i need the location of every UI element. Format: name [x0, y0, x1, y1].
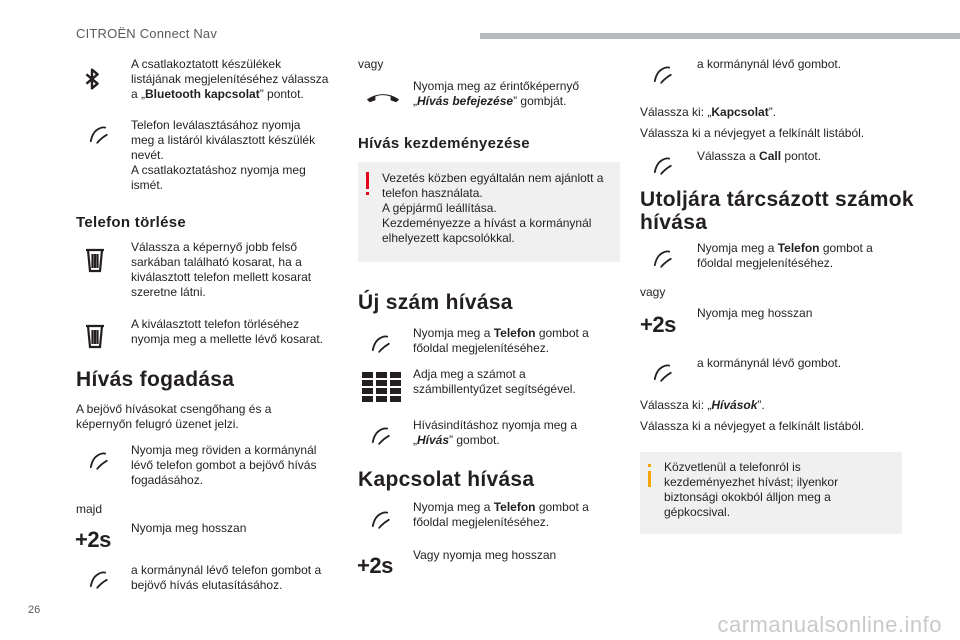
- hold-2s-icon: +2s: [640, 312, 676, 337]
- hold-text: Nyomja meg hosszan: [697, 306, 813, 320]
- tap-icon: [86, 567, 110, 591]
- trash-icon: [80, 243, 110, 277]
- tap-icon: [86, 448, 110, 472]
- delete-text-1: Válassza a képernyő jobb felső sarkában található kosarat, ha a kiválasztott telefon mellett kosarat szeretne látni.: [131, 240, 312, 299]
- tap-icon: [650, 360, 674, 384]
- warning-icon: [366, 172, 369, 189]
- header-bar: [480, 33, 960, 39]
- tap-icon: [86, 122, 110, 146]
- then-text: majd: [76, 502, 103, 516]
- start-call-heading: Hívás kezdeményezése: [358, 135, 530, 152]
- warning-box: [358, 162, 620, 262]
- new-number-step-3: Hívásindításhoz nyomja meg a „Hívás” gombot.: [413, 418, 578, 447]
- tap-icon: [368, 331, 392, 355]
- hold-2s-icon: +2s: [75, 527, 111, 552]
- reject-text: a kormánynál lévő telefon gombot a bejövő hívás elutasításához.: [131, 563, 322, 592]
- hold-text: Nyomja meg hosszan: [131, 521, 247, 535]
- recent-step-1: Nyomja meg a Telefon gombot a főoldal megjelenítéséhez.: [697, 241, 873, 270]
- new-number-heading: Új szám hívása: [358, 291, 513, 314]
- accept-text: Nyomja meg röviden a kormánynál lévő telefon gombot a bejövő hívás fogadásához.: [131, 443, 317, 487]
- new-number-step-2: Adja meg a számot a számbillentyűzet segítségével.: [413, 367, 576, 396]
- contact-step-2: Vagy nyomja meg hosszan: [413, 548, 557, 562]
- info-text: Közvetlenül a telefonról is kezdeményezhet hívást; ilyenkor biztonsági okokból álljon meg a gépkocsival.: [664, 460, 839, 519]
- receive-heading: Hívás fogadása: [76, 368, 235, 391]
- header-title: CITROËN Connect Nav: [76, 26, 218, 41]
- steer-text: a kormánynál lévő gombot.: [697, 57, 842, 71]
- recent-calls-heading: Utoljára tárcsázott számok hívása: [640, 188, 914, 234]
- contact-step-1: Nyomja meg a Telefon gombot a főoldal megjelenítéséhez.: [413, 500, 589, 529]
- bluetooth-icon: [78, 63, 106, 95]
- select-from-list-text-2: Válassza ki a névjegyet a felkínált listából.: [640, 419, 865, 433]
- tap-icon: [650, 246, 674, 270]
- or-text: vagy: [640, 285, 666, 299]
- hang-up-icon: [364, 87, 402, 106]
- warning-text: Vezetés közben egyáltalán nem ajánlott a telefon használata. A gépjármű leállítása. Kezdeményezze a hívást a kormánynál elhelyezett kapcsolókkal.: [382, 171, 604, 245]
- trash-icon: [80, 319, 110, 353]
- info-box: [640, 452, 902, 534]
- select-calls-text: Válassza ki: „Hívások”.: [640, 398, 765, 412]
- select-from-list-text: Válassza ki a névjegyet a felkínált listából.: [640, 126, 865, 140]
- disconnect-text: Telefon leválasztásához nyomja meg a listáról kiválasztott készülék nevét. A csatlakoztatáshoz nyomja meg ismét.: [131, 118, 316, 192]
- tap-icon: [368, 423, 392, 447]
- delete-text-2: A kiválasztott telefon törléséhez nyomja meg a mellette lévő kosarat.: [131, 317, 324, 346]
- contact-call-heading: Kapcsolat hívása: [358, 468, 535, 491]
- receive-text: A bejövő hívásokat csengőhang és a képernyőn felugró üzenet jelzi.: [76, 402, 272, 431]
- delete-heading: Telefon törlése: [76, 214, 187, 231]
- select-call-text: Válassza a Call pontot.: [697, 149, 822, 163]
- info-icon: [648, 464, 651, 467]
- steer-text-2: a kormánynál lévő gombot.: [697, 356, 842, 370]
- keypad-icon: [362, 372, 402, 402]
- page-number: 26: [28, 604, 41, 616]
- tap-icon: [650, 62, 674, 86]
- tap-icon: [368, 507, 392, 531]
- watermark: carmanualsonline.info: [717, 612, 942, 637]
- end-call-text: Nyomja meg az érintőképernyő „Hívás befejezése” gombját.: [413, 79, 580, 108]
- hold-2s-icon: +2s: [357, 553, 393, 578]
- new-number-step-1: Nyomja meg a Telefon gombot a főoldal megjelenítéséhez.: [413, 326, 589, 355]
- tap-icon: [650, 153, 674, 177]
- bt-text: A csatlakoztatott készülékek listájának megjelenítéséhez válassza a „Bluetooth kapcsolat” pontot.: [131, 57, 329, 101]
- or-text: vagy: [358, 57, 384, 71]
- select-contact-text: Válassza ki: „Kapcsolat”.: [640, 105, 777, 119]
